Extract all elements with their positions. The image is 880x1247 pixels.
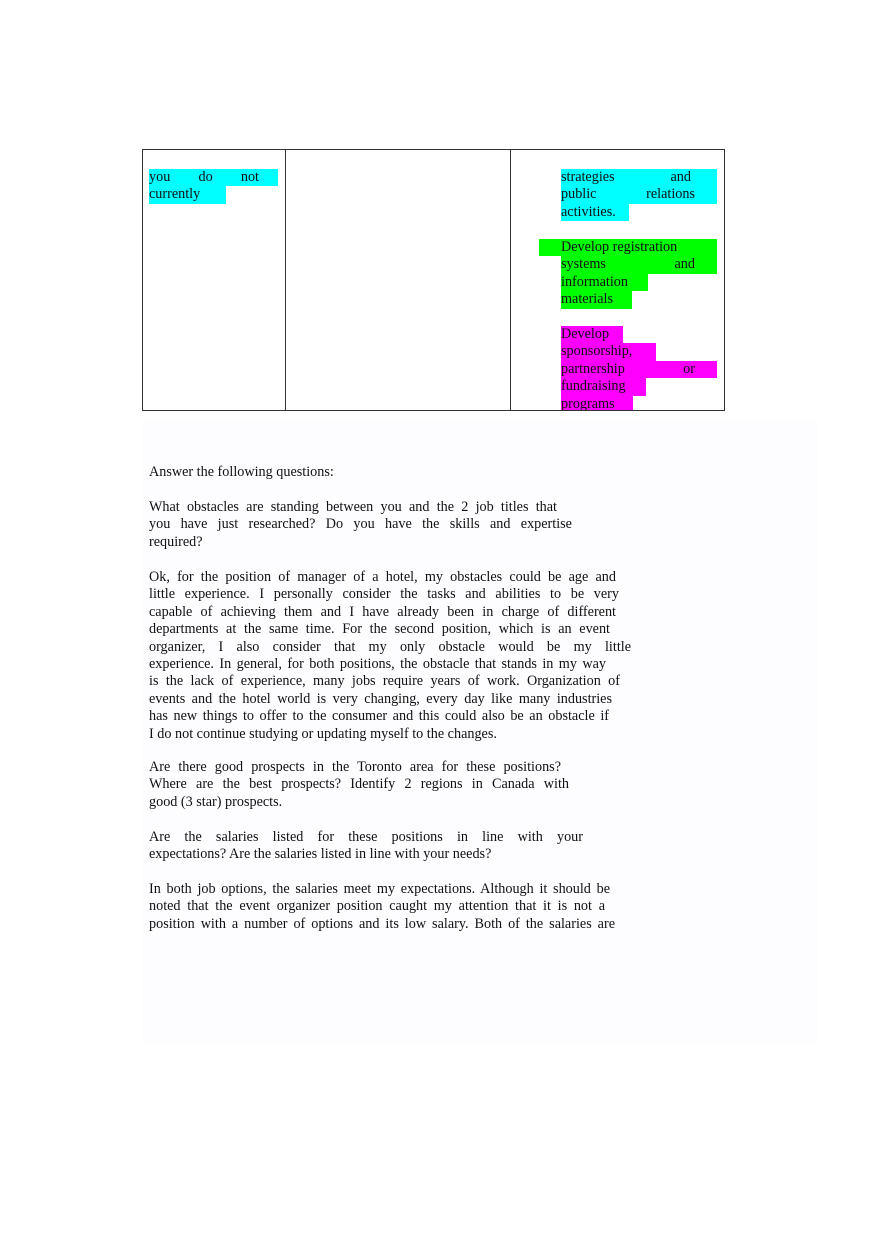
question-1-line: you have just researched? Do you have the skills and expertise [149, 516, 572, 533]
table-cell-col1 [143, 150, 286, 411]
question-2-line: good (3 star) prospects. [149, 793, 283, 810]
col3-line: Develop registration [561, 239, 678, 255]
col3-line: programs [561, 395, 615, 410]
question-2-line: Where are the best prospects? Identify 2 regions in Canada with [149, 776, 569, 793]
col3-line: systems and [561, 256, 695, 273]
answer-1-line: capable of achieving them and I have already been in charge of different [149, 603, 616, 620]
table-cell-col3 [511, 150, 725, 411]
col3-line: partnership or [561, 360, 695, 377]
col1-line: currently [149, 186, 201, 203]
question-2-line: Are there good prospects in the Toronto area for these positions? [149, 759, 561, 775]
question-1 [149, 499, 572, 551]
col3-line: materials [561, 291, 613, 308]
answer-3-line: noted that the event organizer position caught my attention that it is not a [149, 898, 605, 915]
col3-line: public relations [561, 186, 695, 203]
career-table [142, 149, 725, 411]
col3-line: information [561, 273, 628, 290]
col1-text [149, 169, 278, 204]
col3-line: sponsorship, [561, 343, 633, 360]
col3-bullet3 [561, 326, 717, 413]
col3-block1 [561, 169, 717, 221]
table-cell-col2 [286, 150, 511, 411]
bullet-icon [539, 326, 561, 343]
col1-line: you do not [149, 169, 259, 185]
answer-3 [149, 881, 615, 933]
col3-line: Develop [561, 326, 610, 342]
question-1-line: What obstacles are standing between you and the 2 job titles that [149, 499, 557, 515]
question-1-line: required? [149, 533, 203, 550]
intro-heading: Answer the following questions: [149, 464, 334, 480]
col3-bullet2 [561, 239, 717, 309]
col3-line: fundraising [561, 378, 626, 395]
col3-line: activities. [561, 203, 616, 220]
bullet-icon [539, 239, 561, 256]
answer-3-line: In both job options, the salaries meet my expectations. Although it should be [149, 881, 610, 897]
question-3-line: expectations? Are the salaries listed in line with your needs? [149, 846, 492, 863]
question-2 [149, 759, 569, 811]
answer-1 [149, 569, 631, 743]
answer-1-line: has new things to offer to the consumer and this could also be an obstacle if [149, 708, 609, 725]
answer-1-line: events and the hotel world is very changing, every day like many industries [149, 690, 612, 707]
answer-1-line: Ok, for the position of manager of a hotel, my obstacles could be age and [149, 569, 616, 585]
answer-1-line: is the lack of experience, many jobs require years of work. Organization of [149, 673, 620, 690]
answer-1-line: I do not continue studying or updating myself to the changes. [149, 725, 497, 742]
question-3 [149, 829, 583, 864]
col3-line: strategies and [561, 169, 691, 185]
question-3-line: Are the salaries listed for these positions in line with your [149, 829, 583, 845]
answer-1-line: experience. In general, for both positions, the obstacle that stands in my way [149, 656, 606, 673]
answer-1-line: little experience. I personally consider the tasks and abilities to be very [149, 586, 619, 603]
answer-1-line: organizer, I also consider that my only obstacle would be my little [149, 638, 631, 655]
answer-3-line: position with a number of options and its low salary. Both of the salaries are [149, 915, 615, 932]
answer-1-line: departments at the same time. For the second position, which is an event [149, 621, 610, 638]
